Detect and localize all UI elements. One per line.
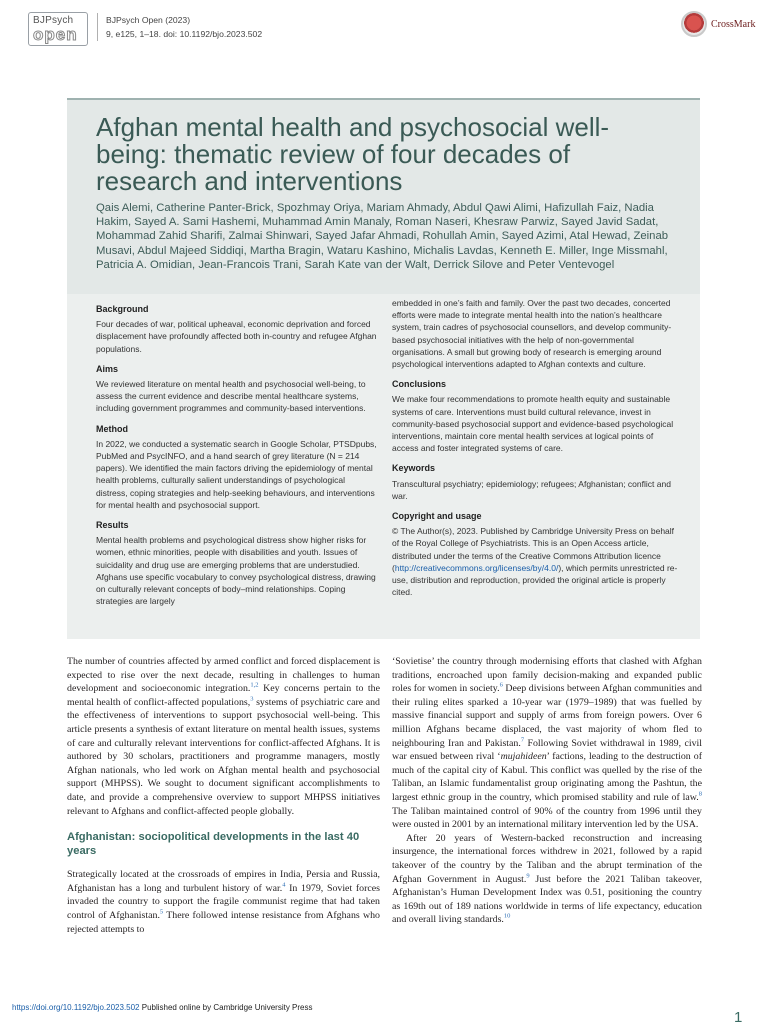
sovietise-paragraph <box>392 655 702 832</box>
method-text: In 2022, we conducted a systematic search in Google Scholar, PTSDpubs, PubMed and PsycINFO, and a hand search of grey literature (N = 214 papers). We identified the main factors driving the epidemiology of mental health problems, culturally salient understandings of psychological distress, coping strategies and help-seeking behaviours, and interventions for mental health and psychosocial support. <box>96 438 377 510</box>
doi-link[interactable]: https://doi.org/10.1192/bjo.2023.502 <box>12 1003 140 1012</box>
sov-text-3: Following Soviet withdrawal in 1989, civil war ensued between rival ‘ <box>392 737 702 763</box>
ref-3[interactable]: 3 <box>250 695 254 703</box>
results-text-continued: embedded in one’s faith and family. Over the past two decades, concerted efforts were made to integrate mental health into the nation’s healthcare system, train cadres of psychosocial counsellors, and develop community-based psychosocial initiatives with the help of non-governmental organisations. A small but growing body of research is emerging around psychological interventions adapted to Afghan contexts and culture. <box>392 298 672 370</box>
ref-4[interactable]: 4 <box>282 881 286 889</box>
citation-line: 9, e125, 1–18. doi: 10.1192/bjo.2023.502 <box>106 29 263 39</box>
aims-text: We reviewed literature on mental health and psychosocial well-being, to assess the current evidence and describe mental healthcare systems, including government programmes and community-based interventions. <box>96 379 366 414</box>
sov-text-5: The Taliban maintained control of 90% of the country from 1996 until they were ousted in 2001 by an international military intervention led by the USA. <box>392 805 702 831</box>
title-panel <box>67 98 700 294</box>
license-link[interactable]: http://creativecommons.org/licenses/by/4.0/ <box>394 562 559 573</box>
aims-heading: Aims <box>96 363 119 374</box>
intro-text-2: Key concerns pertain to the mental health of conflict-affected populations, <box>67 683 380 708</box>
ref-8[interactable]: 8 <box>698 790 702 798</box>
ref-9[interactable]: 9 <box>526 872 530 880</box>
published-online: Published online by Cambridge University Press <box>139 1003 313 1012</box>
crossmark-badge[interactable] <box>681 11 755 37</box>
ref-6[interactable]: 6 <box>499 681 503 689</box>
background-text: Four decades of war, political upheaval, economic deprivation and forced displacement have profoundly affected both in-country and refugee Afghan populations. <box>96 319 377 354</box>
abstract-panel <box>67 294 700 639</box>
results-heading: Results <box>96 520 129 531</box>
ref-1-2[interactable]: 1,2 <box>250 681 259 689</box>
body-right-column <box>392 655 702 927</box>
page-number: 1 <box>734 1009 743 1024</box>
journal-logo <box>28 12 88 46</box>
crossmark-icon[interactable] <box>681 11 707 37</box>
takeover-paragraph <box>392 832 702 927</box>
keywords-text: Transcultural psychiatry; epidemiology; refugees; Afghanistan; conflict and war. <box>392 478 671 501</box>
ref-5[interactable]: 5 <box>159 908 164 916</box>
background-heading: Background <box>96 304 149 314</box>
crossmark-label[interactable]: CrossMark <box>711 18 756 30</box>
conclusions-text: We make four recommendations to promote health equity and sustainable systems of care. Interventions must build cultural relevance, invest in community-based psychosocial support and evidence-based psychological interventions, maintain core mental health services at logical points of access and foster integrated systems of care. <box>392 394 674 454</box>
copyright-text <box>392 525 680 598</box>
method-heading: Method <box>96 423 128 434</box>
ref-7[interactable]: 7 <box>520 736 525 744</box>
takeover-text-2: Just before the 2021 Taliban takeover, Afghanistan’s Human Development Index was 0.51, positioning the country as 169th out of 189 nations worldwide in terms of life expectancy, education and overall living standards. <box>392 873 702 926</box>
copyright-heading: Copyright and usage <box>392 511 482 522</box>
abstract-left-column <box>96 300 378 607</box>
section-heading: Afghanistan: sociopolitical developments in the last 40 years <box>67 831 360 858</box>
intro-text-1: The number of countries affected by armed conflict and forced displacement is expected to rise over the next decade, resulting in challenges to human development and socioeconomic integration. <box>67 656 380 695</box>
sov-text-4: ’ factions, leading to the destruction of much of the capital city of Kabul. This conflict was quelled by the rise of the Taliban, an Islamic fundamentalist group originating among the Pashtun, the largest ethnic group in the country, which promised stability and rule of law. <box>392 751 702 803</box>
footer <box>12 1003 312 1012</box>
history-text-1: Strategically located at the crossroads of empires in India, Persia and Russia, Afghanistan has a long and turbulent history of war. <box>67 869 380 894</box>
mujahideen-term: mujahideen <box>500 751 547 763</box>
journal-citation <box>97 13 262 41</box>
ref-10[interactable]: 10 <box>503 912 511 920</box>
conclusions-heading: Conclusions <box>392 379 447 390</box>
history-text-3: There followed intense resistance from Afghans who rejected attempts to <box>67 909 380 935</box>
body-left-column <box>67 655 380 936</box>
copyright-text-a: © The Author(s), 2023. Published by Cambridge University Press on behalf of the Royal College of Psychiatrists. This is an Open Access article, distributed under the terms of the Creative Commons Attribution licence ( <box>392 526 675 573</box>
results-text: Mental health problems and psychological distress show higher risks for women, ethnic minorities, people with disabilities and youth. Issues of suicidality and drug use are emerging problems that are understudied. Afghans use specific vocabulary to convey psychological distress, drawing on culturally relevant concepts of body–mind relationships. Coping strategies are largely <box>96 535 376 607</box>
intro-paragraph <box>67 655 380 818</box>
article-title: Afghan mental health and psychosocial well-being: thematic review of four decades of research and interventions <box>96 112 610 196</box>
takeover-text-1: After 20 years of Western-backed reconstruction and increasing insurgence, the international forces withdrew in 2021, followed by a rapid takeover of the country by the Taliban and the abrupt termination of the Afghan Government in August. <box>392 832 702 885</box>
journal-line: BJPsych Open (2023) <box>106 15 191 25</box>
sov-text-1: ‘Sovietise’ the country through modernising efforts that clashed with Afghan traditions, encroached upon family decision-making and expanded public roles for women in society. <box>392 656 702 695</box>
logo-bottom-text: open <box>33 25 78 44</box>
logo-top-text: BJPsych <box>33 15 74 26</box>
keywords-heading: Keywords <box>392 463 436 474</box>
sov-text-2: Deep divisions between Afghan communities and their ruling elites sparked a 10-year war (1979–1989) that was fuelled by massive financial support and supply of arms from foreign powers. Over 6 million Afghans became displaced, the vast majority of whom fled to neighbouring Iran and Pakistan. <box>392 683 702 749</box>
intro-text-3: systems of psychiatric care and the effectiveness of interventions to support psychosocial well-being. This article presents a synthesis of extant literature on mental health issues, systems of care and culturally relevant interventions for conflict-affected Afghans. It is authored by 30 scholars, practitioners and programme managers, mostly Afghan nationals, who led work on Afghan mental health and psychosocial support (MHPSS). We sought to document significant accomplishments to date, and provide a comprehensive overview to support MHPSS initiatives relevant to Afghans and conflict-affected people globally. <box>67 696 380 817</box>
copyright-text-b: ), which permits unrestricted re-use, distribution and reproduction, provided the original article is properly cited. <box>392 562 678 598</box>
abstract-right-column <box>392 297 680 598</box>
history-paragraph <box>67 868 380 936</box>
author-list: Qais Alemi, Catherine Panter-Brick, Spozhmay Oriya, Mariam Ahmady, Abdul Qawi Alimi, Hafizullah Faiz, Nadia Hakim, Sayed A. Sami Hashemi, Muhammad Amin Manaly, Roman Naseri, Khesraw Parwiz, Sayed Javid Sadat, Mohammad Zahid Sharifi, Zalmai Shinwari, Sayed Jafar Ahmadi, Rohullah Amin, Sayed Azimi, Atal Hewad, Zeinab Musavi, Abdul Majeed Siddiqi, Martha Bragin, Wataru Kashino, Michalis Lavdas, Kenneth E. Miller, Inge Missmahl, Patricia A. Omidian, Jean-Francois Trani, Sarah Kate van der Walt, Derrick Silove and Peter Ventevogel <box>96 202 669 271</box>
history-text-2: In 1979, Soviet forces invaded the country to support the fragile communist regime that had taken control of Afghanistan. <box>67 882 380 921</box>
